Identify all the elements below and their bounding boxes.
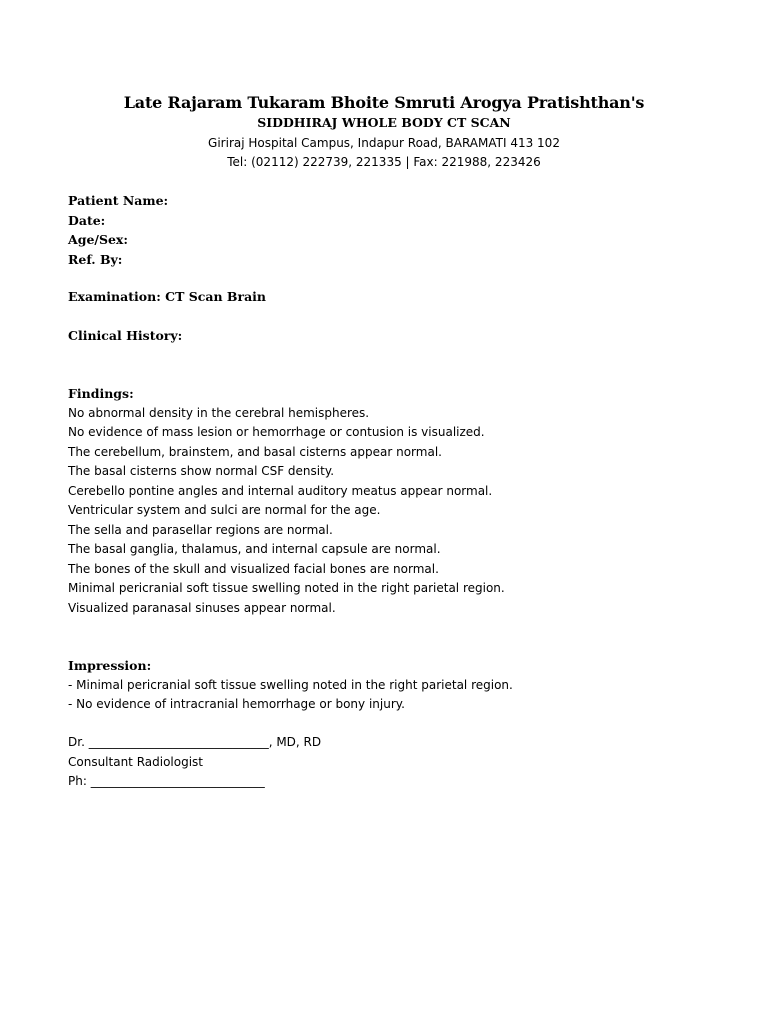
doctor-designation: Consultant Radiologist: [68, 754, 204, 769]
phone-line: Ph: _____________________________: [68, 774, 265, 788]
clinical-history-label: Clinical History:: [68, 328, 183, 343]
finding-line: The sella and parasellar regions are normal.: [68, 522, 333, 537]
examination-title: Examination: CT Scan Brain: [68, 289, 267, 304]
date-label: Date:: [68, 212, 106, 228]
finding-line: No evidence of mass lesion or hemorrhage or contusion is visualized.: [68, 425, 485, 439]
doctor-signature-line: Dr. ______________________________, MD, RD: [68, 735, 322, 749]
finding-line: The cerebellum, brainstem, and basal cisterns appear normal.: [68, 444, 442, 459]
age-sex-label: Age/Sex:: [68, 232, 129, 247]
examination-section: [68, 287, 708, 307]
finding-line: Ventricular system and sulci are normal for the age.: [68, 503, 381, 517]
finding-line: The basal ganglia, thalamus, and internal capsule are normal.: [68, 542, 441, 556]
impression-section: [68, 656, 708, 715]
finding-line: Minimal pericranial soft tissue swelling noted in the right parietal region.: [68, 581, 505, 595]
finding-line: The bones of the skull and visualized facial bones are normal.: [68, 561, 439, 576]
findings-label: Findings:: [68, 386, 134, 401]
address: Giriraj Hospital Campus, Indapur Road, BARAMATI 413 102: [208, 136, 560, 150]
impression-line: - Minimal pericranial soft tissue swelling noted in the right parietal region.: [68, 677, 513, 692]
center-name: SIDDHIRAJ WHOLE BODY CT SCAN: [257, 115, 511, 130]
finding-line: The basal cisterns show normal CSF density.: [68, 464, 335, 478]
impression-label: Impression:: [68, 658, 152, 673]
finding-line: No abnormal density in the cerebral hemispheres.: [68, 405, 370, 420]
organization-name: Late Rajaram Tukaram Bhoite Smruti Arogya Pratishthan's: [123, 93, 645, 112]
ref-by-label: Ref. By:: [68, 251, 123, 267]
letterhead: [0, 92, 768, 172]
finding-line: Visualized paranasal sinuses appear normal.: [68, 600, 336, 615]
clinical-history-section: [68, 326, 708, 346]
finding-line: Cerebello pontine angles and internal auditory meatus appear normal.: [68, 483, 493, 498]
signature-section: [68, 733, 708, 792]
impression-line: - No evidence of intracranial hemorrhage or bony injury.: [68, 697, 405, 711]
patient-details: [68, 191, 708, 269]
contact-numbers: Tel: (02112) 222739, 221335 | Fax: 221988, 223426: [227, 155, 541, 169]
findings-section: [68, 384, 708, 618]
patient-name-label: Patient Name:: [68, 193, 169, 208]
